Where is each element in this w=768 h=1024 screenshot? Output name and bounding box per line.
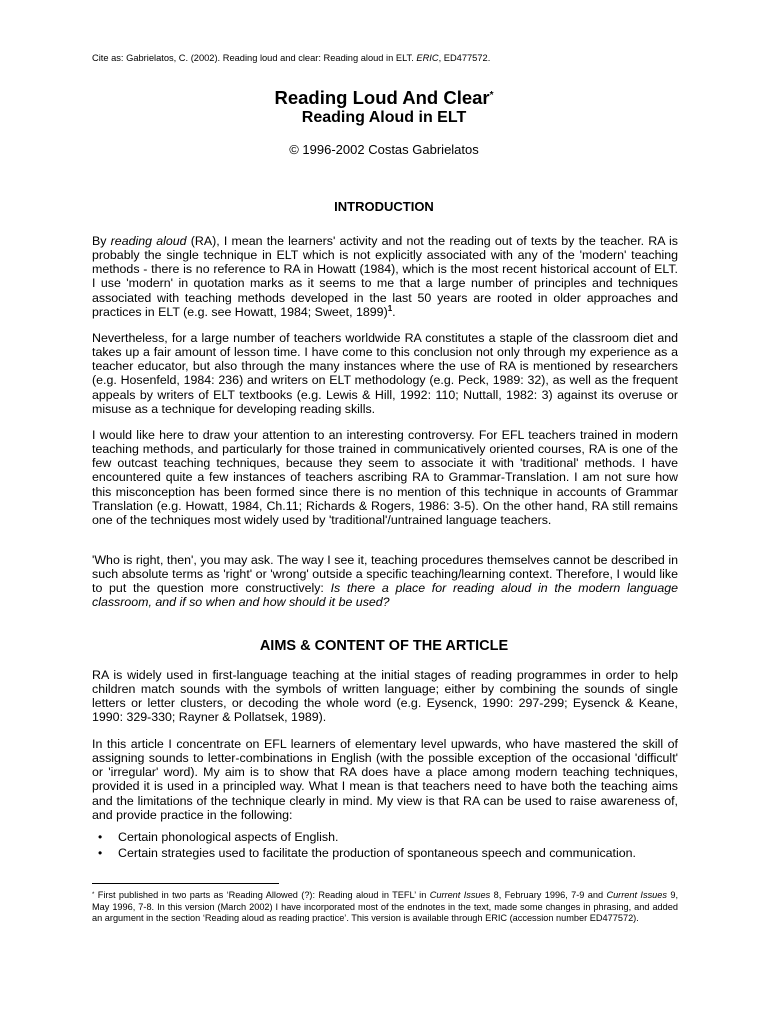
citation-prefix: Cite as: Gabrielatos, C. (2002). Reading loud and clear: Reading aloud in ELT. bbox=[92, 53, 417, 63]
list-item bbox=[92, 829, 692, 845]
footnote-text-a: First published in two parts as ‘Reading Allowed (?): Reading aloud in TEFL’ in bbox=[94, 890, 430, 900]
list-item bbox=[92, 845, 692, 861]
title-text: Reading Loud And Clear bbox=[274, 87, 490, 108]
intro-p1-emphasis: reading aloud bbox=[110, 234, 187, 248]
citation-line bbox=[92, 52, 490, 64]
intro-p1-text-a: By bbox=[92, 234, 111, 248]
citation-journal: ERIC bbox=[416, 53, 439, 63]
section-heading-introduction: INTRODUCTION bbox=[334, 199, 434, 214]
footnote-mark: * bbox=[92, 892, 95, 898]
intro-paragraph-2: Nevertheless, for a large number of teachers worldwide RA constitutes a staple of the classroom diet and takes up a fair amount of lesson time. I have come to this conclusion not only through my experience as a teacher educator, but also through the many instances where the use of RA is mentioned by researchers (e.g. Hosenfeld, 1984: 236) and writers on ELT methodology (e.g. Peck, 1989: 32), as well as the frequent appeals by writers of ELT textbooks (e.g. Lewis & Hill, 1992: 110; Nuttall, 1982: 3) against its overuse or misuse as a technique for developing reading skills. bbox=[92, 331, 678, 416]
aims-paragraph-1: RA is widely used in first-language teaching at the initial stages of reading programmes in order to help children match sounds with the symbols of written language; either by combining the sounds of single letters or letter clusters, or decoding the whole word (e.g. Eysenck, 1990: 297-299; Eysenck & Keane, 1990: 329-330; Rayner & Pollatsek, 1989). bbox=[92, 668, 678, 725]
intro-p1-text-c: (RA), I mean the learners' activity and not the reading out of texts by the teacher. RA is probably the single technique in ELT which is not explicitly associated with any of the 'modern' teaching methods - there is no reference to RA in Howatt (1984), which is the most recent historical account of ELT. I use 'modern' in quotation marks as it seems to me that a large number of principles and techniques associated with teaching methods developed in the last 50 years are rooted in older approaches and practices in ELT (e.g. see Howatt, 1984; Sweet, 1899) bbox=[92, 234, 678, 319]
footnote-text-e: 9, May 1996, 7-8. In this version (March 2002) I have incorporated most of the endnotes in the text, made some changes in phrasing, and added an argument in the section ‘Reading aloud as reading practice’. This version is available through ERIC (accession number ED477572). bbox=[92, 890, 679, 923]
copyright-line: © 1996-2002 Costas Gabrielatos bbox=[289, 142, 479, 157]
intro-p4-question: Is there a place for reading aloud in the modern language classroom, and if so when and how should it be used? bbox=[92, 581, 679, 610]
document-subtitle: Reading Aloud in ELT bbox=[301, 109, 467, 126]
intro-paragraph-3: I would like here to draw your attention to an interesting controversy. For EFL teachers trained in modern teaching methods, and particularly for those trained in communicatively oriented courses, RA is one of the few outcast teaching techniques, because they seem to associate it with 'traditional' methods. I have encountered quite a few instances of teachers ascribing RA to Grammar-Translation. I am not sure how this misconception has been formed since there is no mention of this technique in accounts of Grammar Translation (e.g. Howatt, 1984, Ch.11; Richards & Rogers, 1986: 3-5). On the other hand, RA still remains one of the techniques most widely used by 'traditional'/untrained language teachers. bbox=[92, 428, 678, 527]
footnote-text-c: 8, February 1996, 7-9 and bbox=[490, 890, 607, 900]
footnote-divider bbox=[92, 883, 279, 884]
list-item-text: Certain phonological aspects of English. bbox=[118, 830, 339, 844]
aims-bullet-list bbox=[92, 829, 692, 861]
footnote-journal-1: Current Issues bbox=[429, 890, 491, 900]
aims-paragraph-2: In this article I concentrate on EFL learners of elementary level upwards, who have mastered the skill of assigning sounds to letter-combinations in English (with the possible exception of the occasional 'difficult' or 'irregular' word). My aim is to show that RA does have a place among modern teaching techniques, provided it is used in a principled way. What I mean is that teachers need to have both the teaching aims and the limitations of the technique clearly in mind. My view is that RA can be used to raise awareness of, and provide practice in the following: bbox=[92, 737, 678, 822]
bullet-icon: • bbox=[98, 846, 103, 860]
title-footnote-mark: * bbox=[489, 90, 494, 101]
bullet-icon: • bbox=[98, 830, 103, 844]
list-item-text: Certain strategies used to facilitate the production of spontaneous speech and communication. bbox=[118, 846, 636, 860]
footnote bbox=[92, 890, 678, 925]
citation-suffix: , ED477572. bbox=[438, 53, 491, 63]
section-heading-aims: AIMS & CONTENT OF THE ARTICLE bbox=[259, 638, 509, 654]
endnote-marker: 1 bbox=[387, 303, 393, 313]
document-title bbox=[0, 87, 768, 109]
intro-p4-text: 'Who is right, then', you may ask. The way I see it, teaching procedures themselves cannot be described in such absolute terms as 'right' or 'wrong' outside a specific teaching/learning context. Therefore, I would like to put the question more constructively: bbox=[92, 553, 678, 596]
intro-paragraph-4 bbox=[92, 553, 678, 610]
intro-paragraph-1 bbox=[92, 234, 678, 319]
footnote-journal-2: Current Issues bbox=[606, 890, 667, 900]
intro-p1-text-d: . bbox=[392, 304, 396, 319]
